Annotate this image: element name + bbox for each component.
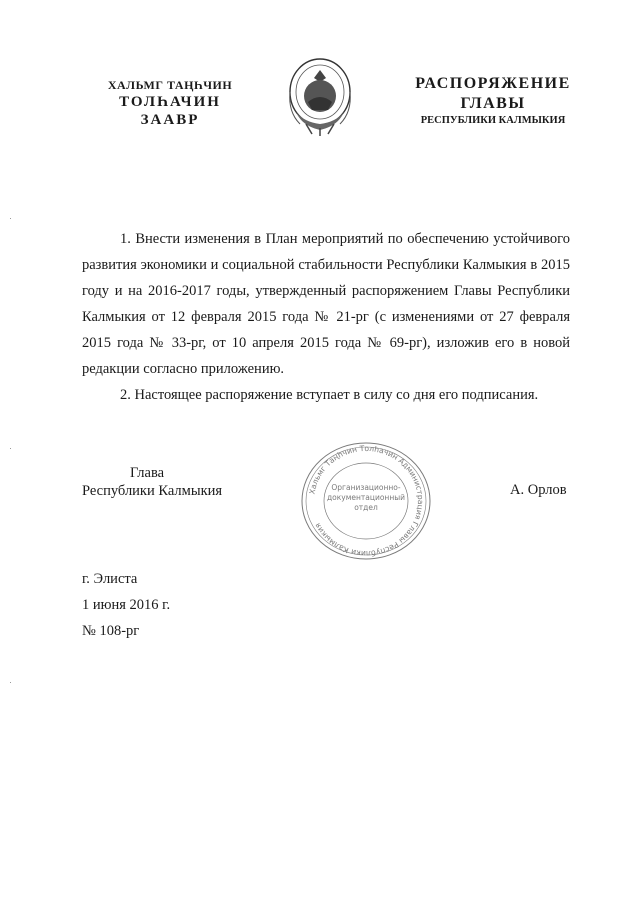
document-footer (82, 566, 170, 644)
footer-date: 1 июня 2016 г. (82, 597, 171, 613)
scan-speck (10, 218, 11, 219)
document-body (82, 226, 570, 408)
header-right-block (408, 74, 578, 128)
header-right-line2: ГЛАВЫ (460, 95, 526, 112)
footer-number: № 108-рг (82, 623, 140, 639)
stamp-center-line1: Организационно- (331, 483, 401, 492)
footer-city: г. Элиста (82, 571, 138, 587)
header-left-line3: ЗААВР (140, 112, 200, 128)
signature-title-line2: Республики Калмыкия (82, 483, 223, 499)
signatory-name: А. Орлов (510, 482, 567, 498)
header-left-block (100, 78, 240, 129)
body-paragraph-2: 2. Настоящее распоряжение вступает в силу со дня его подписания. (120, 387, 539, 403)
stamp-ring-text: Хальмг Таңһчин Толһачин Администрация Главы Республики Калмыкия (307, 443, 426, 559)
stamp-center-line3: отдел (354, 503, 378, 512)
signature-title (82, 464, 232, 500)
scan-speck (10, 448, 11, 449)
round-seal-stamp-icon (296, 440, 436, 562)
signature-title-line1: Глава (130, 465, 165, 481)
header-left-line2: ТОЛҺАЧИН (119, 94, 221, 110)
coat-of-arms-emblem-icon (282, 52, 358, 138)
scan-speck (10, 682, 11, 683)
body-paragraph-1: 1. Внести изменения в План мероприятий по обеспечению устойчивого развития экономики и социальной стабильности Республики Калмыкия в 2015 году и на 2016-2017 годы, утвержденный распоряжением Главы Республики Калмыкия от 12 февраля 2015 года № 21-рг (с изменениями от 27 февраля 2015 года № 33-рг, от 10 апреля 2015 года № 69-рг), изложив его в новой редакции согласно приложению. (82, 231, 570, 377)
header-left-line1: ХАЛЬМГ ТАҢҺЧИН (107, 78, 233, 92)
header-right-line3: РЕСПУБЛИКИ КАЛМЫКИЯ (420, 115, 566, 126)
header-right-line1: РАСПОРЯЖЕНИЕ (415, 75, 571, 92)
stamp-center-line2: документационный (326, 493, 406, 502)
